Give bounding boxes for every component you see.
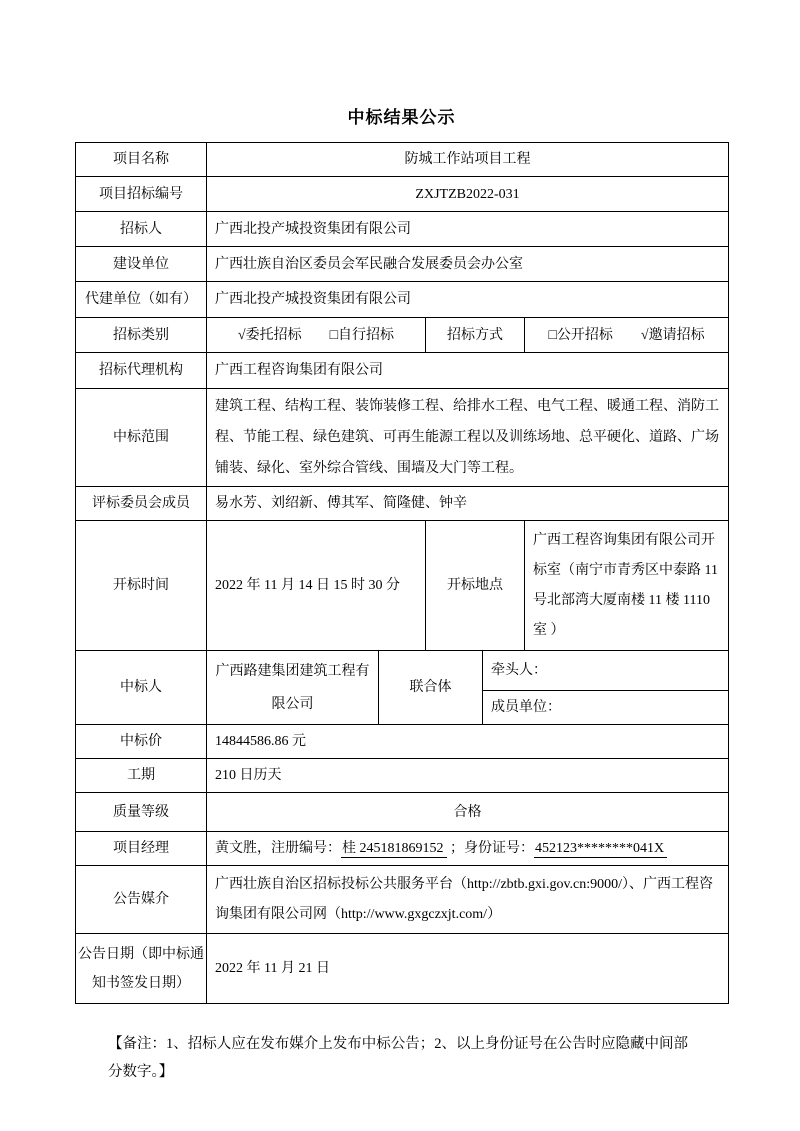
project-name-label: 项目名称	[76, 143, 207, 177]
footer-note: 【备注：1、招标人应在发布媒介上发布中标公告；2、以上身份证号在公告时应隐藏中间部分数字。】	[108, 1036, 688, 1080]
manager-name-text: 黄文胜，注册编号：	[215, 841, 341, 856]
bid-opening-time-value: 2022 年 11 月 14 日 15 时 30 分	[207, 521, 426, 651]
construction-unit-label: 建设单位	[76, 247, 207, 282]
consortium-label: 联合体	[379, 651, 483, 725]
bid-result-table	[75, 142, 729, 1004]
page-title: 中标结果公示	[347, 108, 456, 127]
price-label: 中标价	[76, 725, 207, 759]
row-construction-unit	[76, 247, 729, 282]
row-tenderer	[76, 212, 729, 247]
bid-opening-time-label: 开标时间	[76, 521, 207, 651]
construction-unit-value: 广西壮族自治区委员会军民融合发展委员会办公室	[207, 247, 729, 282]
row-agency	[76, 353, 729, 389]
duration-label: 工期	[76, 759, 207, 793]
committee-value: 易水芳、刘绍新、傅其军、简隆健、钟辛	[207, 487, 729, 521]
announce-date-label: 公告日期（即中标通知书签发日期）	[76, 934, 207, 1004]
quality-value: 合格	[207, 793, 729, 832]
consortium-members-label: 成员单位：	[483, 691, 729, 725]
winner-name: 广西路建集团建筑工程有限公司	[207, 651, 379, 725]
tender-no-value: ZXJTZB2022-031	[207, 177, 729, 212]
bid-opening-place-label: 开标地点	[426, 521, 525, 651]
media-value: 广西壮族自治区招标投标公共服务平台（http://zbtb.gxi.gov.cn:9000/）、广西工程咨询集团有限公司网（http://www.gxgczxjt.com/）	[207, 866, 729, 934]
manager-label: 项目经理	[76, 832, 207, 866]
row-announce-date	[76, 934, 729, 1004]
row-manager	[76, 832, 729, 866]
manager-id-label: ；身份证号：	[446, 841, 534, 856]
row-duration	[76, 759, 729, 793]
row-scope	[76, 389, 729, 487]
tenderer-value: 广西北投产城投资集团有限公司	[207, 212, 729, 247]
price-value: 14844586.86 元	[207, 725, 729, 759]
consortium-leader-label: 牵头人：	[483, 651, 729, 691]
row-bid-opening	[76, 521, 729, 651]
tender-category-value: √委托招标 □自行招标	[207, 318, 426, 353]
row-tender-category	[76, 318, 729, 353]
scope-value: 建筑工程、结构工程、装饰装修工程、给排水工程、电气工程、暖通工程、消防工程、节能工程、绿色建筑、可再生能源工程以及训练场地、总平硬化、道路、广场铺装、绿化、室外综合管线、围墙及大门等工程。	[207, 389, 729, 487]
tender-method-label: 招标方式	[426, 318, 525, 353]
agency-label: 招标代理机构	[76, 353, 207, 389]
announce-date-value: 2022 年 11 月 21 日	[207, 934, 729, 1004]
tenderer-label: 招标人	[76, 212, 207, 247]
row-winner	[76, 651, 729, 691]
agent-unit-value: 广西北投产城投资集团有限公司	[207, 282, 729, 318]
row-quality	[76, 793, 729, 832]
media-label: 公告媒介	[76, 866, 207, 934]
agent-unit-label: 代建单位（如有）	[76, 282, 207, 318]
agency-value: 广西工程咨询集团有限公司	[207, 353, 729, 389]
bid-opening-place-value: 广西工程咨询集团有限公司开标室（南宁市青秀区中泰路 11 号北部湾大厦南楼 11 楼 1110 室 ）	[525, 521, 729, 651]
tender-no-label: 项目招标编号	[76, 177, 207, 212]
tender-category-label: 招标类别	[76, 318, 207, 353]
tender-method-value: □公开招标 √邀请招标	[525, 318, 729, 353]
scope-label: 中标范围	[76, 389, 207, 487]
project-name-value: 防城工作站项目工程	[207, 143, 729, 177]
manager-value	[207, 832, 729, 866]
row-committee	[76, 487, 729, 521]
manager-reg-no: 桂 245181869152	[341, 841, 447, 858]
duration-value: 210 日历天	[207, 759, 729, 793]
winner-label: 中标人	[76, 651, 207, 725]
quality-label: 质量等级	[76, 793, 207, 832]
committee-label: 评标委员会成员	[76, 487, 207, 521]
row-agent-unit	[76, 282, 729, 318]
manager-id-no: 452123********041X	[534, 841, 667, 858]
row-tender-no	[76, 177, 729, 212]
row-price	[76, 725, 729, 759]
row-media	[76, 866, 729, 934]
row-project-name	[76, 143, 729, 177]
